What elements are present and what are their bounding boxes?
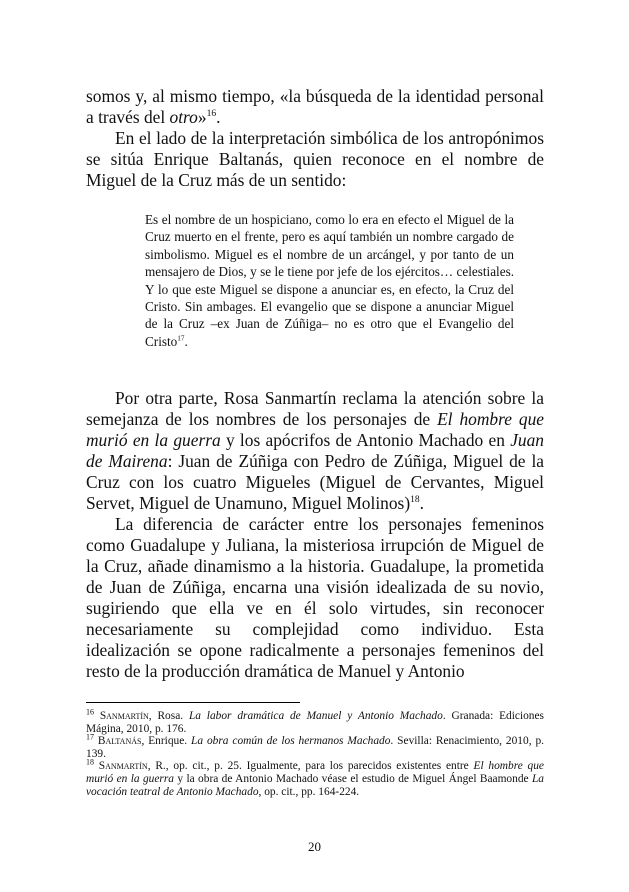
footnote-17: $^{17}$ Baltanás, Enrique. La obra común de los hermanos Machado. Sevilla: Renacimiento, 2010, p. 139. (86, 732, 544, 760)
footnote-ref-16[interactable]: 16 (206, 107, 217, 119)
page-number: 20 (308, 839, 321, 854)
footnote-separator (86, 702, 300, 703)
footnote-ref-18[interactable]: 18 (410, 493, 420, 505)
paragraph-4: La diferencia de carácter entre los personajes femeninos como Guadalupe y Juliana, la misteriosa irrupción de Miguel de la Cruz, añade dinamismo a la historia. Guadalupe, la prometida de Juan de Zúñiga, encarna una visión idealizada de su novio, sugiriendo que ella ve en él solo virtudes, sin reconocer necesariamente su complejidad como individuo. Esta idealización se opone radicalmente a personajes femeninos del resto de la producción dramática de Manuel y Antonio (86, 514, 544, 681)
footnotes (86, 707, 544, 798)
block-quote: Es el nombre de un hospiciano, como lo era en efecto el Miguel de la Cruz muerto en el frente, pero es aquí también un nombre cargado de simbolismo. Miguel es el nombre de un arcángel, y por tanto de un mensajero de Dios, y se le tiene por jefe de los ejércitos… celestiales. Y lo que este Miguel se dispone a anunciar es, en efecto, la Cruz del Cristo. Sin ambages. El evangelio que se dispone a anunciar Miguel de la Cruz –ex Juan de Zúñiga– no es otro que el Evangelio del Cristo$^{17}$. (145, 212, 514, 349)
footnote-16: $^{16}$ Sanmartín, Rosa. La labor dramática de Manuel y Antonio Machado. Granada: Ediciones Mágina, 2010, p. 176. (86, 707, 544, 735)
body-text-top (86, 86, 544, 191)
paragraph-1: somos y, al mismo tiempo, «la búsqueda de la identidad personal a través del otro»$^{16}$. (86, 86, 544, 127)
body-text-main (86, 388, 544, 682)
paragraph-2: En el lado de la interpretación simbólica de los antropónimos se sitúa Enrique Baltanás, quien reconoce en el nombre de Miguel de la Cruz más de un sentido: (86, 128, 544, 190)
footnote-ref-17[interactable]: 17 (177, 334, 185, 343)
paragraph-3: Por otra parte, Rosa Sanmartín reclama la atención sobre la semejanza de los nombres de los personajes de El hombre que murió en la guerra y los apócrifos de Antonio Machado en Juan de Mairena: Juan de Zúñiga con Pedro de Zúñiga, Miguel de la Cruz con los cuatro Migueles (Miguel de Cervantes, Miguel Servet, Miguel de Unamuno, Miguel Molinos)$^{18}$. (86, 388, 544, 513)
footnote-18: $^{18}$ Sanmartín, R., op. cit., p. 25. Igualmente, para los parecidos existentes entre El hombre que murió en la guerra y la obra de Antonio Machado véase el estudio de Miguel Ángel Baamonde La vocación teatral de Antonio Machado, op. cit., pp. 164-224. (86, 758, 544, 798)
